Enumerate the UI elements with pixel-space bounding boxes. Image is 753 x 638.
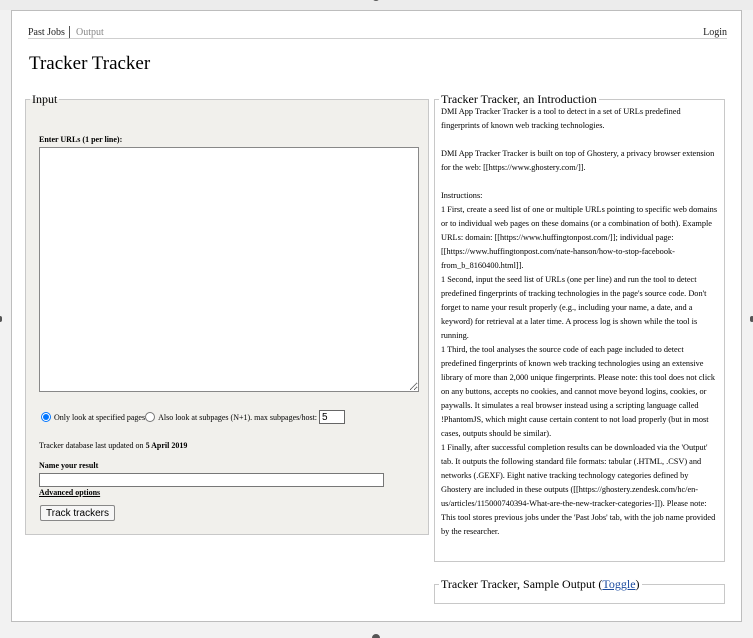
resize-handle-top[interactable] bbox=[372, 0, 380, 1]
instruction-step: 1 Finally, after successful completion results can be downloaded via the 'Output' tab. It outputs the following standard file formats: tabular (.HTML, .CSV) and networks (.GEXF). Eight native tracking technology categories defined by Ghostery are included in these outputs ([[https://ghostery.zendesk.com/hc/en-us/articles/115000740394-What-are-the-new-tracker-categories-]]). Please note: This tool stores previous jobs under the 'Past Jobs' tab, with the job name provided by the researcher. bbox=[441, 443, 716, 536]
instruction-step: 1 First, create a seed list of one or multiple URLs pointing to specific web domains or to individual web pages on these domains (or a combination of both). Example URLs: domain: [[https://www.huffingtonpost.com/]]; individual page: [[https://www.huffingtonpost.com/nate-hanson/how-to-stop-facebook-from_b_8160400.html]]. bbox=[441, 205, 718, 270]
nav-login-link[interactable]: Login bbox=[703, 27, 727, 38]
track-trackers-button[interactable]: Track trackers bbox=[40, 505, 115, 521]
sample-output-legend bbox=[439, 577, 642, 592]
intro-paragraph: DMI App Tracker Tracker is built on top of Ghostery, a privacy browser extension for the web: [[https://www.ghostery.com/]]. bbox=[441, 149, 715, 172]
instructions-heading: Instructions: bbox=[441, 191, 483, 200]
input-panel bbox=[25, 92, 429, 535]
result-name-input[interactable] bbox=[39, 473, 384, 487]
instruction-step: 1 Third, the tool analyses the source code of each page included to detect predefined fingerprints of known web tracking technologies using an extensive library of more than 2,000 unique fingerprints. Please note: this tool does not click on any buttons, accepts no cookies, and cannot move beyond logins, cookies, or paywalls. It simulates a real browser instead using a scripting language called !PhantomJS, which might cause certain content to not load properly (but in most cases, outputs should be similar). bbox=[441, 345, 715, 438]
database-updated-prefix: Tracker database last updated on bbox=[39, 441, 144, 450]
toggle-link[interactable]: Toggle bbox=[602, 577, 636, 591]
sample-output-close-paren: ) bbox=[635, 577, 640, 591]
instruction-step: 1 Second, input the seed list of URLs (one per line) and run the tool to detect predefined fingerprints of tracking technologies in the page's source code. Don't forget to name your result properly (e.g., including your name, a date, and a keyword) for retrieval at a later time. A process log is shown while the tool is running. bbox=[441, 275, 707, 340]
page-scope-options bbox=[41, 410, 345, 424]
urls-textarea[interactable] bbox=[39, 147, 419, 392]
input-legend: Input bbox=[32, 92, 58, 106]
nav-past-jobs-link[interactable]: Past Jobs bbox=[28, 27, 65, 38]
max-subpages-input[interactable] bbox=[319, 410, 345, 424]
introduction-text bbox=[441, 105, 718, 539]
radio-subpages[interactable] bbox=[145, 412, 155, 422]
advanced-options-link[interactable]: Advanced options bbox=[39, 488, 101, 497]
introduction-legend: Tracker Tracker, an Introduction bbox=[441, 92, 597, 106]
sample-output-panel bbox=[434, 577, 725, 604]
resize-handle-left[interactable] bbox=[0, 316, 2, 322]
nav-output-link[interactable]: Output bbox=[76, 27, 104, 38]
page-container bbox=[11, 10, 742, 622]
intro-paragraph: DMI App Tracker Tracker is a tool to detect in a set of URLs predefined fingerprints of known web tracking technologies. bbox=[441, 107, 681, 130]
nav-divider bbox=[28, 38, 727, 39]
resize-handle-bottom[interactable] bbox=[372, 634, 380, 638]
database-updated-text bbox=[39, 441, 187, 450]
radio-specified-pages-label: Only look at specified pages bbox=[54, 412, 146, 422]
page-title: Tracker Tracker bbox=[29, 53, 151, 74]
database-updated-date: 5 April 2019 bbox=[145, 441, 188, 450]
radio-specified-pages[interactable] bbox=[41, 412, 51, 422]
browser-top-strip bbox=[0, 0, 753, 10]
result-name-label: Name your result bbox=[39, 461, 99, 470]
introduction-panel bbox=[434, 92, 725, 562]
sample-output-title: Tracker Tracker, Sample Output ( bbox=[441, 577, 603, 591]
urls-label: Enter URLs (1 per line): bbox=[39, 135, 123, 144]
radio-subpages-label: Also look at subpages (N+1). max subpages/host: bbox=[158, 412, 318, 422]
